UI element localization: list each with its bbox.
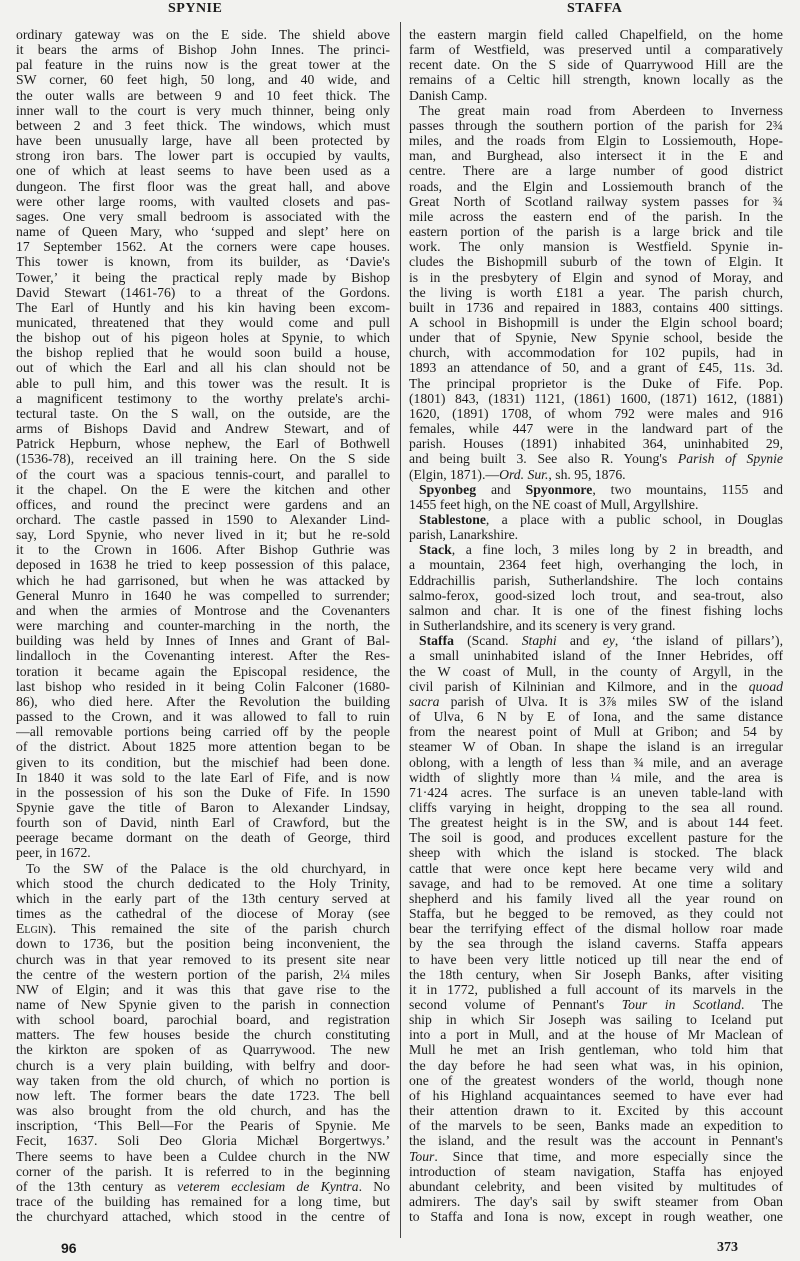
text-line: Tower,’ it being the practical reply made by Bishop (16, 269, 390, 285)
text-line: peerage became dormant on the death of George, third (16, 830, 390, 846)
text-line: man, and Burghead, also intersect it in the E and (409, 148, 783, 164)
text-line: in the possession of his son the Duke of Fife. In 1590 (16, 784, 390, 800)
text-line: with school board, parochial board, and registration (16, 1012, 390, 1028)
text-line: a magnificent testimony to the worthy prelate's archi- (16, 390, 390, 406)
text-line: the kirkton are spoken of as Quarrywood. The new (16, 1042, 390, 1058)
running-head-left: SPYNIE (168, 1, 223, 16)
text-run: of the 13th century as (16, 1178, 178, 1194)
text-line: The soil is good, and produces excellent pasture for the (409, 830, 783, 846)
text-line: fourth son of David, ninth Earl of Crawford, but the (16, 815, 390, 831)
text-line (16, 1179, 390, 1194)
page-number-left: 96 (61, 1240, 77, 1256)
text-run: second volume of Pennant's (409, 997, 622, 1012)
text-line: Staffa, but he begged to be removed, as they could not (409, 906, 783, 922)
text-line: between 2 and 3 feet thick. The windows, which must (16, 117, 390, 133)
text-line: municated, threatened that they would come and pull (16, 314, 390, 330)
text-line: one of the greatest wonders of the world, though none (409, 1072, 783, 1088)
text-line: The great main road from Aberdeen to Inverness (419, 102, 783, 118)
text-line (409, 997, 783, 1012)
text-line: The principal proprietor is the Duke of Fife. Pop. (409, 375, 783, 391)
text-run: (Scand. (453, 633, 522, 649)
text-line: David Stewart (1461-76) to a threat of the Gordons. (16, 284, 390, 300)
text-line: by the sea through the island caverns. Staffa appears (409, 936, 783, 952)
text-line: eastern portion of the parish is a large brick and tile (409, 224, 783, 240)
text-run: . The (740, 997, 783, 1012)
text-line: arms of Bishops David and Andrew Stewart, and of (16, 421, 390, 437)
text-line (409, 633, 783, 648)
text-line: steamer W of Oban. In shape the island is an irregular (409, 739, 783, 755)
text-line: of his Highland acquaintances seemed to have ever had (409, 1087, 783, 1103)
text-line: from the nearest point of Mull at Gribon; and 54 by (409, 724, 783, 740)
text-line: now left. The former bears the date 1723. The bell (16, 1087, 390, 1103)
text-line: the 18th century, when Sir Joseph Banks, after visiting (409, 966, 783, 982)
text-line (409, 467, 783, 482)
text-line: sheep with which the island is stocked. The black (409, 845, 783, 861)
text-line: pal feature in the ruins now is the great tower at the (16, 57, 390, 73)
text-line: down to 1736, but the position being inconvenient, the (16, 936, 390, 952)
text-run: . Since that time, and more especially since the (434, 1148, 783, 1164)
text-line: Spynie gave the title of Baron to Alexander Lindsay, (16, 799, 390, 815)
text-line (16, 921, 390, 936)
text-line: General Munro in 1640 he was compelled to surrender; (16, 587, 390, 603)
text-run: and (476, 481, 526, 497)
text-line: to have been very little noticed up till near the end of (409, 951, 783, 967)
text-line: to Staffa and Iona is now, except in rough weather, one (409, 1209, 783, 1225)
text-line: —all removable portions being carried off by the people (16, 724, 390, 740)
text-line (409, 1149, 783, 1164)
text-line: inner wall to the court is very much thinner, being only (16, 102, 390, 118)
text-line: ship in which Sir Joseph was sailing to Iceland put (409, 1012, 783, 1028)
page-number-right: 373 (717, 1240, 738, 1255)
text-line: strong iron bars. The lower part is occupied by vaults, (16, 148, 390, 164)
text-line: A school in Bishopmill is under the Elgin school board; (409, 314, 783, 330)
text-line: a small uninhabited island of the Inner Hebrides, off (409, 648, 783, 664)
text-line: Eddrachillis parish, Sutherlandshire. The loch contains (409, 572, 783, 588)
text-line: out of which the Earl and all his clan should not be (16, 360, 390, 376)
text-line: name of New Spynie given to the parish in connection (16, 997, 390, 1012)
text-line: the W coast of Mull, in the county of Argyll, in the (409, 663, 783, 679)
text-line: 1620, (1891) 1708, of whom 792 were males and 916 (409, 405, 783, 421)
text-line: 86), who died here. After the Revolution the building (16, 693, 390, 709)
text-line: lindalloch in the Covenanting interest. After the Res- (16, 648, 390, 664)
text-line: remains of a Celtic hill strength, known locally as the (409, 72, 783, 88)
text-line: which he had garrisoned, but when he was attacked by (16, 572, 390, 588)
text-line: which in the early part of the 13th century served at (16, 890, 390, 906)
text-line: salmo-ferox, good-sized loch trout, and sea-trout, also (409, 587, 783, 603)
text-line: way taken from the old church, of which no portion is (16, 1072, 390, 1088)
text-line: the churchyard attached, which stood in the centre of (16, 1209, 390, 1225)
text-line: the centre of the western portion of the parish, 2¼ miles (16, 966, 390, 982)
text-line: cattle that were once kept here became very wild and (409, 860, 783, 876)
text-line: sages. One very small bedroom is associated with the (16, 208, 390, 224)
text-line: building was held by Innes of Innes and Grant of Bal- (16, 633, 390, 649)
column-divider (400, 22, 401, 1238)
text-line: To the SW of the Palace is the old churchyard, in (26, 860, 390, 876)
text-line: Great North of Scotland railway system passes for ¾ (409, 193, 783, 209)
text-line: There seems to have been a Culdee church in the NW (16, 1148, 390, 1164)
text-line: Mull he met an Irish gentleman, who told him that (409, 1042, 783, 1058)
text-line: last bishop who resided in it being Colin Falconer (1680- (16, 678, 390, 694)
text-run: , two mountains, 1155 and (592, 481, 783, 497)
text-line: tectural taste. On the S wall, on the outside, are the (16, 405, 390, 421)
text-line: width of slightly more than ¼ mile, and the area is (409, 769, 783, 785)
text-line: say, Lord Spynie, who never lived in it; but he re-sold (16, 527, 390, 543)
text-line: parish. Houses (1891) inhabited 364, uninhabited 29, (409, 436, 783, 452)
text-line: abundant celebrity, and been visited by multitudes of (409, 1178, 783, 1194)
text-line: work. The only mansion is Westfield. Spynie in- (409, 239, 783, 255)
text-line: which stood the church dedicated to the Holy Trinity, (16, 875, 390, 891)
text-line: (1536-78), received an ill training here. On the S side (16, 451, 390, 467)
text-line: the island, and the result was the account in Pennant's (409, 1133, 783, 1149)
text-line: roads, and the Elgin and Lossiemouth branch of the (409, 178, 783, 194)
text-line: it bears the arms of Bishop John Innes. The princi- (16, 42, 390, 58)
text-line: times as the cathedral of the diocese of Moray (see (16, 906, 390, 922)
text-line: 17 September 1562. At the corners were cape houses. (16, 239, 390, 255)
text-line: miles, and the roads from Elgin to Lossiemouth, Hope- (409, 133, 783, 149)
text-line: given to its condition, but the mischief had been done. (16, 754, 390, 770)
italic-text: Staphi (521, 633, 557, 649)
text-line: orchard. The castle passed in 1590 to Alexander Lind- (16, 512, 390, 527)
text-line: shepherd and his family lived all the year round on (409, 890, 783, 906)
running-head-right: STAFFA (567, 1, 623, 16)
text-line: of Ulva, 6 N by E of Iona, and the same distance (409, 709, 783, 725)
text-line: inscription, ‘This Bell—For the Pearis of Spynie. Me (16, 1118, 390, 1134)
text-line: it to the Crown in 1606. After Bishop Guthrie was (16, 542, 390, 558)
text-line: the bishop replied that he would soon build a house, (16, 345, 390, 361)
text-line (409, 679, 783, 694)
text-run: , ‘the island of pillars’), (614, 633, 783, 649)
text-line: is in the presbytery of Elgin and synod of Moray, and (409, 269, 783, 285)
text-line: mile across the eastern end of the parish. In the (409, 208, 783, 224)
text-line: a mountain, 2364 feet high, overhanging the loch, in (409, 557, 783, 573)
text-line: built in 1736 and repaired in 1883, contains 400 sittings. (409, 299, 783, 315)
text-line: church was in that year removed to its present site near (16, 951, 390, 967)
text-line (409, 482, 783, 497)
text-line: in Sutherlandshire, and its scenery is very grand. (409, 618, 676, 634)
text-run: , a fine loch, 3 miles long by 2 in breadth, and (451, 542, 783, 558)
text-line: centre. There are a large number of good district (409, 163, 783, 179)
text-line: the outer walls are between 9 and 10 feet thick. The (16, 87, 390, 103)
italic-text: Parish of Spynie (677, 451, 783, 467)
text-line: savage, and had to be removed. At one time a solitary (409, 875, 783, 891)
text-line: one of which at least seems to have been used as a (16, 163, 390, 179)
small-caps-text: Elgin (16, 921, 49, 937)
italic-text: quoad (748, 678, 783, 694)
text-line: recent date. On the S side of Quarrywood Hill are the (409, 57, 783, 73)
italic-text: ey (602, 633, 615, 649)
text-line: The Earl of Huntly and his kin having been excom- (16, 299, 390, 315)
text-line: In 1840 it was sold to the late Earl of Fife, and is now (16, 769, 390, 785)
italic-text: veterem ecclesiam de Kyntra (177, 1178, 359, 1194)
text-line: NW of Elgin; and it was this that gave rise to the (16, 981, 390, 997)
text-line: the day before he had seen what was, in his opinion, (409, 1057, 783, 1073)
text-line: of the district. About 1825 more attention began to be (16, 739, 390, 755)
text-line (409, 512, 783, 527)
entry-headword: Stablestone (419, 512, 486, 527)
text-line: The greatest height is in the SW, and is about 144 feet. (409, 815, 783, 831)
text-line: offices, and round the precinct were gardens and an (16, 496, 390, 512)
text-line: church, with accommodation for 102 pupils, had in (409, 345, 783, 361)
text-line: 1455 feet high, on the NE coast of Mull, Argyllshire. (409, 496, 699, 512)
italic-text: Ord. Sur. (499, 466, 549, 482)
text-line: introduction of steam navigation, Staffa has enjoyed (409, 1163, 783, 1179)
text-line (409, 542, 783, 557)
text-line: Danish Camp. (409, 87, 488, 103)
text-line: trace of the building has remained for a long time, but (16, 1194, 390, 1210)
text-line: females, while 447 were in the landward part of the (409, 421, 783, 437)
text-line: cludes the Bishopmill suburb of the town of Elgin. It (409, 254, 783, 270)
text-run: parish of Ulva. It is 3⅞ miles SW of the island (439, 693, 783, 709)
text-line: of the marvels to be seen, Banks made an expedition to (409, 1118, 783, 1134)
text-line: ordinary gateway was on the E side. The shield above (16, 27, 390, 42)
text-run: and (556, 633, 603, 649)
text-line: toration it became again the Episcopal residence, the (16, 663, 390, 679)
text-line: 71·424 acres. The surface is an uneven table-land with (409, 784, 783, 800)
text-line: parish, Lanarkshire. (409, 527, 519, 543)
entry-headword: Staffa (419, 633, 454, 649)
text-line: SW corner, 60 feet high, 50 long, and 40 wide, and (16, 72, 390, 88)
entry-headword: Spyonbeg (419, 481, 477, 497)
text-line: Fecit, 1637. Soli Deo Gloria Michæl Borgertwys.’ (16, 1133, 390, 1149)
text-line: it in 1772, published a full account of its marvels in the (409, 981, 783, 997)
text-line: it the chapel. On the E were the kitchen and other (16, 481, 390, 497)
text-line: Patrick Hepburn, whose nephew, the Earl of Bothwell (16, 436, 390, 452)
text-line: (1801) 843, (1831) 1121, (1861) 1600, (1871) 1612, (1881) (409, 390, 783, 406)
text-run: civil parish of Kilninian and Kilmore, and in the (409, 678, 749, 694)
text-line: have been unusually large, have all been protected by (16, 133, 390, 149)
left-column (16, 27, 390, 1224)
italic-text: Tour (409, 1148, 435, 1164)
text-line: matters. The few houses beside the church constituting (16, 1027, 390, 1043)
text-run: . No (358, 1178, 390, 1194)
italic-text: Tour in Scotland (621, 997, 741, 1012)
text-line: and when the armies of Montrose and the Covenanters (16, 602, 390, 618)
text-line: name of Queen Mary, who ‘supped and slept’ here on (16, 224, 390, 240)
text-line: were other large rooms, with vaulted closets and pas- (16, 193, 390, 209)
text-line: This tower is known, from its builder, as ‘Davie's (16, 254, 390, 270)
text-line: was also brought from the old church, and has the (16, 1103, 390, 1119)
text-line (409, 694, 783, 709)
text-run: (Elgin, 1871).— (409, 466, 500, 482)
text-run: ). This remained the site of the parish church (48, 921, 390, 937)
text-line: dungeon. The first floor was the great hall, and above (16, 178, 390, 194)
text-run: , sh. 95, 1876. (548, 466, 626, 482)
right-column (409, 27, 783, 1224)
text-line: salmon and char. It is one of the finest fishing lochs (409, 602, 783, 618)
text-line: cliffs varying in height, dropping to the sea all round. (409, 799, 783, 815)
text-line: peer, in 1672. (16, 845, 91, 861)
text-line: 1893 an attendance of 50, and a grant of £45, 11s. 3d. (409, 360, 783, 376)
text-line: the living is worth £181 a year. The parish church, (409, 284, 783, 300)
entry-headword: Spyonmore (525, 481, 593, 497)
text-line: the bishop out of his pigeon holes at Spynie, to which (16, 330, 390, 346)
text-line: oblong, with a length of less than ¾ mile, and an average (409, 754, 783, 770)
text-line: bear the terrifying effect of the dismal hollow roar made (409, 921, 783, 937)
text-line: farm of Westfield, was preserved until a comparatively (409, 42, 783, 58)
entry-headword: Stack (419, 542, 452, 558)
text-line: church is a very plain building, with belfry and door- (16, 1057, 390, 1073)
text-line: corner of the parish. It is referred to in the beginning (16, 1163, 390, 1179)
text-line: of the court was a spacious tennis-court, and parallel to (16, 466, 390, 482)
italic-text: sacra (409, 693, 440, 709)
text-line: admirers. The day's sail by swift steamer from Oban (409, 1194, 783, 1210)
text-line: deposed in 1638 he tried to keep possession of this palace, (16, 557, 390, 573)
text-line: their attention drawn to it. Excited by this account (409, 1103, 783, 1119)
text-line: into a port in Mull, and at the house of Mr Maclean of (409, 1027, 783, 1043)
text-line: passes through the southern portion of the parish for 2¾ (409, 117, 783, 133)
text-run: , a place with a public school, in Douglas (485, 512, 783, 527)
text-line: the eastern margin field called Chapelfield, on the home (409, 27, 783, 42)
text-line: were marching and counter-marching in the north, the (16, 618, 390, 634)
text-run: and being built 3. See also R. Young's (409, 451, 678, 467)
text-line: passed to the Crown, and it was allowed to fall to ruin (16, 709, 390, 725)
text-line: able to pull him, and this tower was the result. It is (16, 375, 390, 391)
text-line (409, 451, 783, 466)
text-line: under that of Spynie, New Spynie school, beside the (409, 330, 783, 346)
